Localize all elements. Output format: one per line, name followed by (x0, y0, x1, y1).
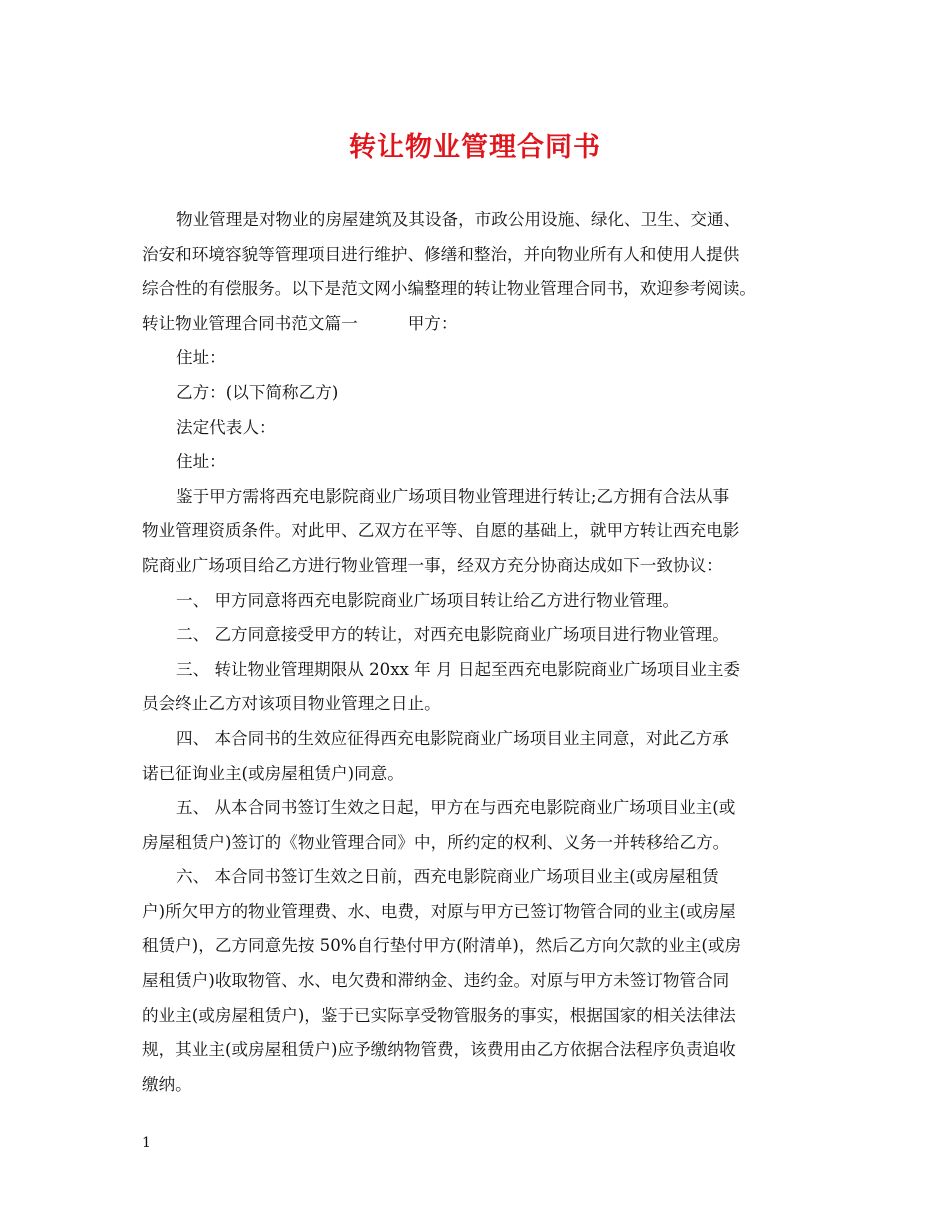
clause-line: 四、 本合同书的生效应征得西充电影院商业广场项目业主同意，对此乙方承 (176, 728, 729, 748)
clause-line: 诺已征询业主(或房屋租赁户)同意。 (142, 763, 404, 783)
party-a-address-line: 住址： (176, 348, 226, 368)
clause-line: 缴纳。 (142, 1074, 192, 1094)
party-a-label: 甲方： (407, 313, 458, 333)
document-body (142, 203, 822, 1102)
paragraph-line: 物业管理资质条件。对此甲、乙双方在平等、自愿的基础上，就甲方转让西充电影 (142, 521, 740, 541)
clause-line: 户)所欠甲方的物业管理费、水、电费，对原与甲方已签订物管合同的业主(或房屋 (142, 901, 736, 921)
clause-line: 租赁户)，乙方同意先按 50%自行垫付甲方(附清单)，然后乙方向欠款的业主(或房 (142, 936, 742, 956)
page-number: 1 (142, 1135, 151, 1151)
clause-line: 六、 本合同书签订生效之日前，西充电影院商业广场项目业主(或房屋租赁 (176, 867, 719, 887)
paragraph-line: 院商业广场项目给乙方进行物业管理一事，经双方充分协商达成如下一致协议： (142, 555, 723, 575)
paragraph-line: 鉴于甲方需将西充电影院商业广场项目物业管理进行转让;乙方拥有合法从事 (176, 486, 730, 506)
document-title: 转让物业管理合同书 (349, 132, 601, 163)
clause-line: 规，其业主(或房屋租赁户)应予缴纳物管费，该费用由乙方依据合法程序负责追收 (142, 1040, 736, 1060)
clause-line: 一、 甲方同意将西充电影院商业广场项目转让给乙方进行物业管理。 (176, 590, 680, 610)
legal-representative-line: 法定代表人： (176, 417, 276, 437)
clause-line: 员会终止乙方对该项目物业管理之日止。 (142, 694, 441, 714)
clause-line: 的业主(或房屋租赁户)，鉴于已实际享受物管服务的事实，根据国家的相关法律法 (142, 1005, 736, 1025)
clause-line: 房屋租赁户)签订的《物业管理合同》中，所约定的权利、义务一并转移给乙方。 (142, 832, 730, 852)
section-heading: 转让物业管理合同书范文篇一 (142, 313, 358, 333)
clause-line: 三、 转让物业管理期限从 20xx 年 月 日起至西充电影院商业广场项目业主委 (176, 659, 741, 679)
clause-line: 二、 乙方同意接受甲方的转让，对西充电影院商业广场项目进行物业管理。 (176, 625, 729, 645)
party-b-address-line: 住址： (176, 452, 226, 472)
paragraph-line: 综合性的有偿服务。以下是范文网小编整理的转让物业管理合同书，欢迎参考阅读。 (142, 279, 756, 299)
section-heading-line (142, 307, 822, 342)
clause-line: 屋租赁户)收取物管、水、电欠费和滞纳金、违约金。对原与甲方未签订物管合同 (142, 971, 730, 991)
paragraph-line: 治安和环境容貌等管理项目进行维护、修缮和整治，并向物业所有人和使用人提供 (142, 244, 740, 264)
paragraph-line: 物业管理是对物业的房屋建筑及其设备，市政公用设施、绿化、卫生、交通、 (176, 210, 741, 229)
party-b-line: 乙方：(以下简称乙方) (176, 382, 339, 402)
clause-line: 五、 从本合同书签订生效之日起，甲方在与西充电影院商业广场项目业主(或 (176, 798, 736, 818)
